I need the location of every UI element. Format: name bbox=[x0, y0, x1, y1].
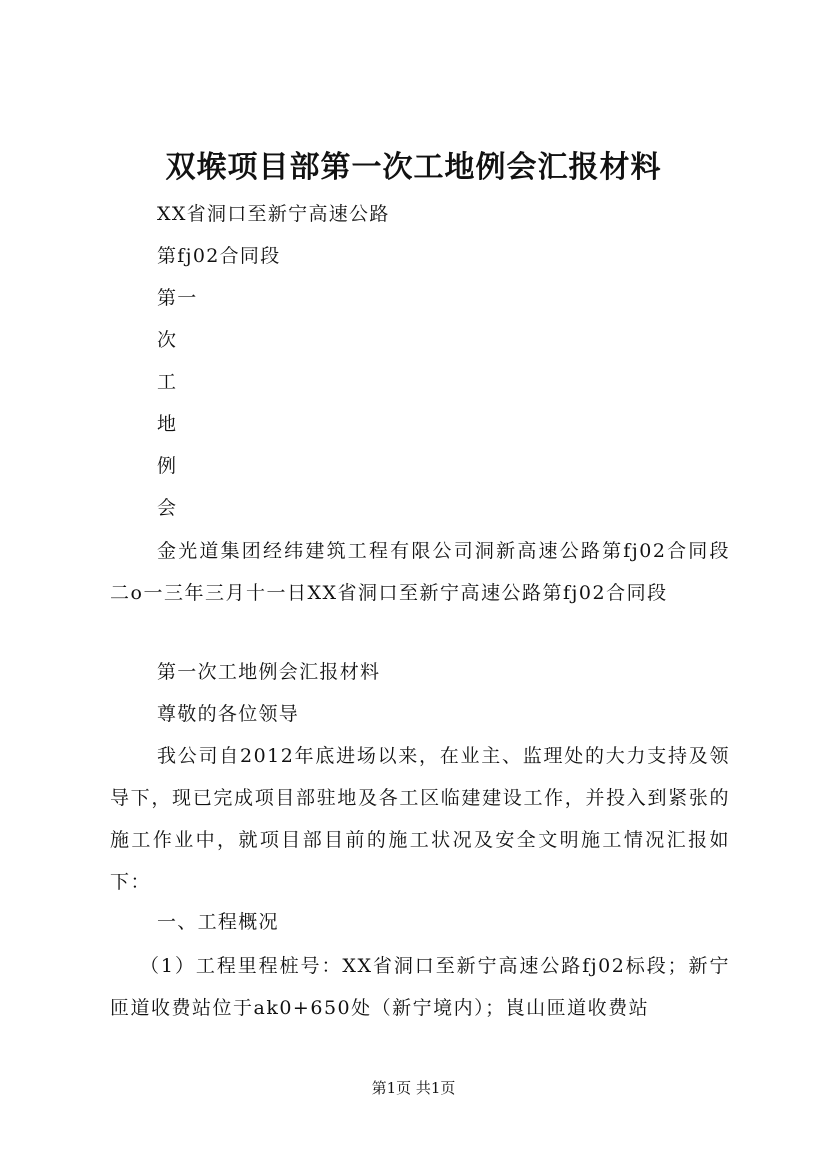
cover-line-ci: 次 bbox=[157, 329, 178, 351]
section-heading: 一、工程概况 bbox=[157, 911, 279, 933]
cover-line-di: 地 bbox=[157, 413, 178, 435]
document-title: 双堠项目部第一次工地例会汇报材料 bbox=[165, 150, 662, 185]
cover-line-section: 第fj02合同段 bbox=[157, 245, 281, 267]
greeting: 尊敬的各位领导 bbox=[157, 703, 300, 725]
report-subtitle: 第一次工地例会汇报材料 bbox=[157, 661, 381, 683]
company-paragraph: 金光道集团经纬建筑工程有限公司洞新高速公路第fj02合同段二o一三年三月十一日XX省洞口至新宁高速公路第fj02合同段 bbox=[110, 540, 730, 604]
page-footer: 第1页 共1页 bbox=[371, 1079, 456, 1097]
cover-line-gong: 工 bbox=[157, 371, 178, 393]
cover-line-highway: XX省洞口至新宁高速公路 bbox=[157, 203, 390, 225]
intro-paragraph: 我公司自2012年底进场以来，在业主、监理处的大力支持及领导下，现已完成项目部驻地及各工区临建建设工作，并投入到紧张的施工作业中，就项目部目前的施工状况及安全文明施工情况汇报如下： bbox=[110, 745, 730, 893]
item-paragraph: （1）工程里程桩号：XX省洞口至新宁高速公路fj02标段；新宁匝道收费站位于ak0+650处（新宁境内）；崀山匝道收费站 bbox=[110, 955, 730, 1019]
cover-line-hui: 会 bbox=[157, 497, 178, 519]
cover-line-li: 例 bbox=[157, 455, 178, 477]
cover-line-first: 第一 bbox=[157, 287, 198, 309]
